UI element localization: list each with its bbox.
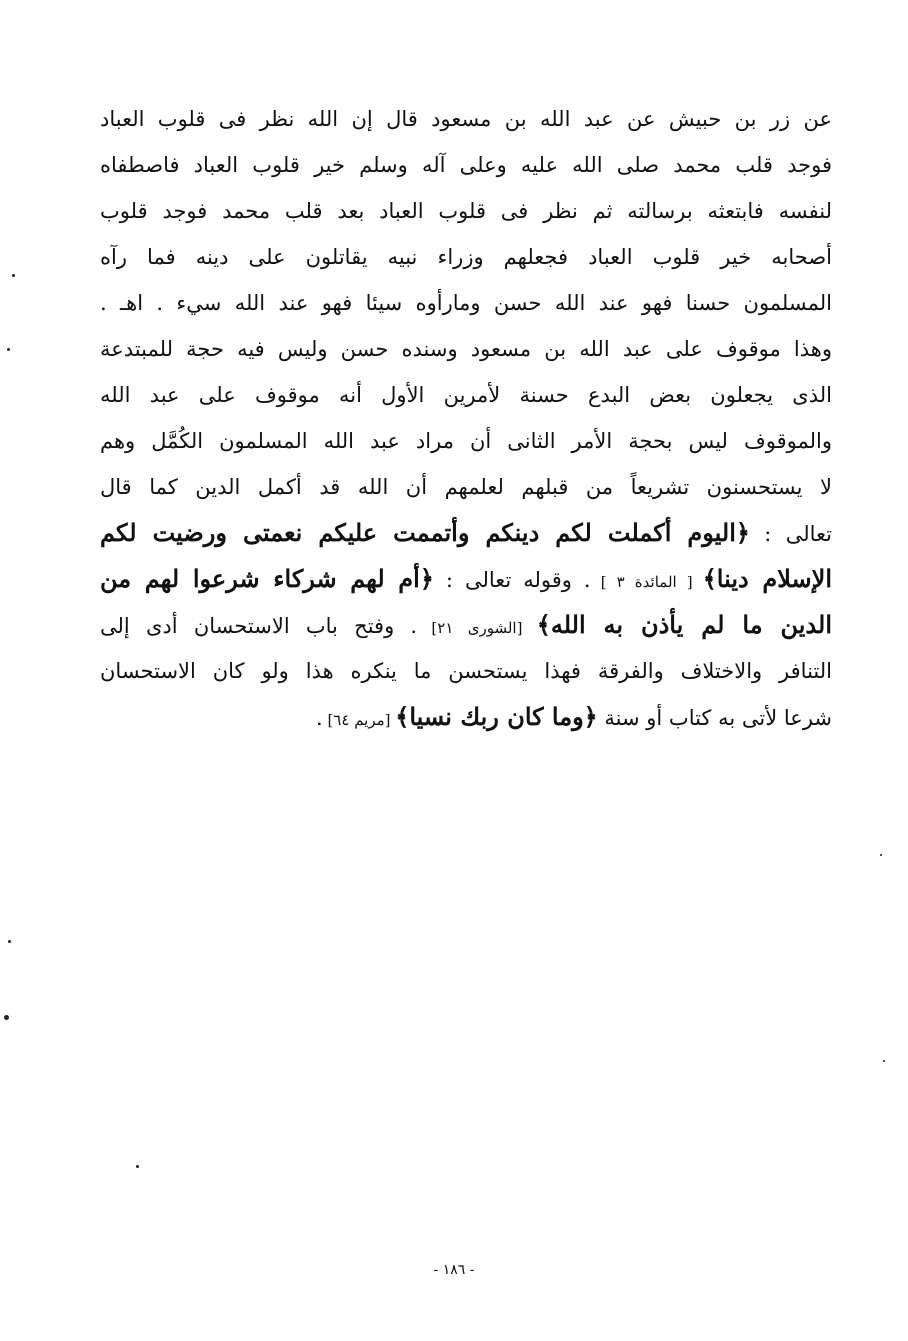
text-line [100,326,832,372]
text-line [100,280,832,326]
text-segment: فوجد قلب محمد صلى الله عليه وعلى آله وسلم خير قلوب العباد فاصطفاه [100,153,832,177]
verse-reference: [ المائدة ٣ ] [590,573,703,591]
text-segment: لا يستحسنون تشريعاً من قبلهم لعلمهم أن الله قد أكمل الدين كما قال [100,475,832,499]
text-line [100,694,832,740]
text-segment: الذى يجعلون بعض البدع حسنة لأمرين الأول أنه موقوف على عبد الله [100,383,832,407]
text-line [100,556,832,602]
text-segment: عن زر بن حبيش عن عبد الله بن مسعود قال إن الله نظر فى قلوب العباد [100,107,832,131]
text-line [100,372,832,418]
text-line [100,234,832,280]
text-line [100,602,832,648]
body-text [100,96,832,740]
margin-speck [883,1060,885,1062]
text-segment: . وفتح باب الاستحسان أدى إلى [100,614,418,638]
margin-speck [12,274,15,277]
text-segment: وهذا موقوف على عبد الله بن مسعود وسنده حسن وليس فيه حجة للمبتدعة [100,337,832,361]
text-segment: التنافر والاختلاف والفرقة فهذا يستحسن ما ينكره هذا ولو كان الاستحسان [100,659,832,683]
text-line [100,418,832,464]
text-segment: شرعا لأتى به كتاب أو سنة [597,706,832,730]
margin-speck [136,1165,139,1168]
text-segment: . وقوله تعالى : [433,568,591,592]
quran-quote: ﴿وما كان ربك نسيا﴾ [395,702,598,731]
quran-quote: الإسلام دينا﴾ [702,564,832,593]
text-segment: المسلمون حسنا فهو عند الله حسن ومارأوه سيئا فهو عند الله سيء . اهـ . [100,291,832,315]
quran-quote: ﴿اليوم أكملت لكم دينكم وأتممت عليكم نعمتى ورضيت لكم [100,518,750,547]
text-segment: لنفسه فابتعثه برسالته ثم نظر فى قلوب العباد بعد قلب محمد فوجد قلوب [100,199,832,223]
text-segment: والموقوف ليس بحجة الأمر الثانى أن مراد عبد الله المسلمون الكُمَّل وهم [100,429,832,453]
verse-reference: [الشورى ٢١] [417,619,537,637]
verse-reference: [مريم ٦٤] [322,711,396,729]
margin-speck [8,940,11,943]
text-segment: أصحابه خير قلوب العباد فجعلهم وزراء نبيه يقاتلون على دينه فما رآه [100,245,832,269]
text-line [100,142,832,188]
margin-speck [4,1015,9,1020]
margin-speck [880,854,882,856]
text-segment: . [315,706,323,730]
page-number: - ١٨٦ - [433,1262,475,1278]
text-line [100,510,832,556]
text-line [100,464,832,510]
quran-quote: ﴿أم لهم شركاء شرعوا لهم من [100,564,434,593]
text-line [100,648,832,694]
text-segment: تعالى : [749,522,832,546]
text-line [100,96,832,142]
text-line [100,188,832,234]
margin-speck [7,348,10,351]
quran-quote: الدين ما لم يأذن به الله﴾ [536,610,832,639]
